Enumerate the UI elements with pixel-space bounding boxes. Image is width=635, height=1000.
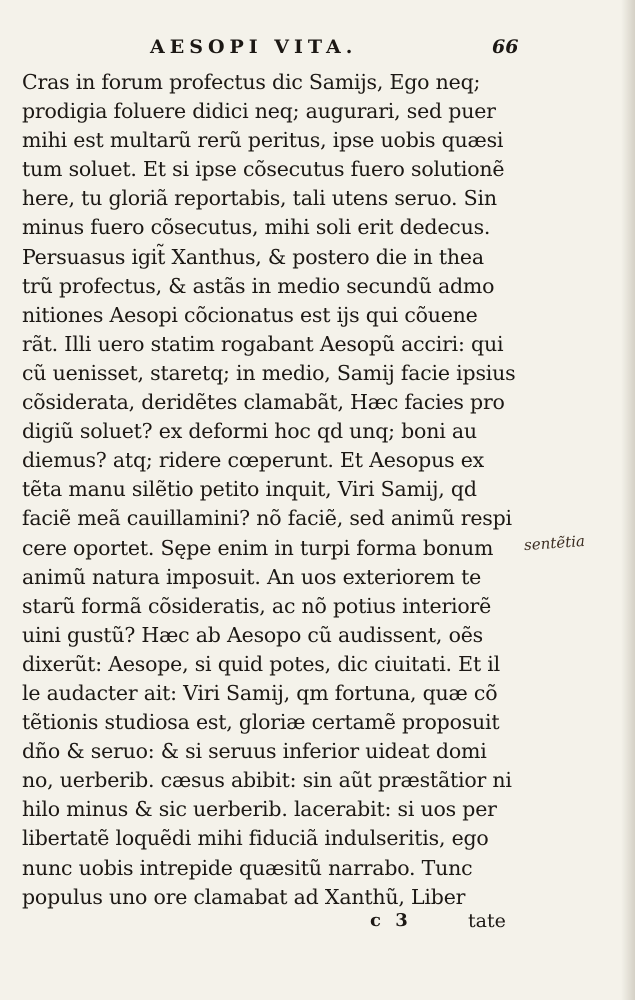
text-line: le audacter ait: Viri Samij, qm fortuna, quæ cõ — [22, 680, 498, 705]
text-line: tẽtionis studiosa est, gloriæ certamẽ proposuit — [22, 710, 500, 735]
catchword: tate — [468, 910, 506, 932]
text-line: dño & seruo: & si seruus inferior uideat domi — [22, 739, 487, 764]
text-line: tum soluet. Et si ipse cõsecutus fuero solutionẽ — [22, 157, 505, 182]
text-line: nunc uobis intrepide quæsitũ narrabo. Tunc — [22, 855, 473, 880]
text-line: starũ formã cõsideratis, ac nõ potius interiorẽ — [22, 593, 492, 618]
text-line: faciẽ meã cauillamini? nõ faciẽ, sed animũ respi — [22, 506, 512, 531]
page-edge-shadow — [621, 0, 635, 1000]
text-line: cũ uenisset, staretq; in medio, Samij facie ipsius — [22, 360, 516, 385]
text-line: prodigia foluere didici neq; augurari, sed puer — [22, 99, 496, 124]
text-line: tẽta manu silẽtio petito inquit, Viri Samij, qd — [22, 477, 477, 502]
text-line: here, tu gloriã reportabis, tali utens seruo. Sin — [22, 186, 497, 211]
text-line: dixerũt: Aesope, si quid potes, dic ciuitati. Et il — [22, 651, 501, 676]
text-line: minus fuero cõsecutus, mihi soli erit dedecus. — [22, 215, 491, 240]
text-line: trũ profectus, & astãs in medio secundũ admo — [22, 273, 495, 298]
page-number: 66 — [492, 36, 519, 58]
text-line: animũ natura imposuit. An uos exteriorem te — [22, 564, 482, 589]
text-line: populus uno ore clamabat ad Xanthũ, Liber — [22, 884, 466, 909]
text-line: uini gustũ? Hæc ab Aesopo cũ audissent, oẽs — [22, 622, 483, 647]
text-line: mihi est multarũ rerũ peritus, ipse uobis quæsi — [22, 128, 504, 153]
text-line: hilo minus & sic uerberib. lacerabit: si uos per — [22, 797, 497, 822]
page-footer — [0, 910, 635, 940]
body-text — [22, 68, 522, 912]
text-line: libertatẽ loquẽdi mihi fiduciã indulseritis, ego — [22, 826, 489, 851]
signature-mark: c 3 — [370, 910, 412, 931]
text-line: Cras in forum profectus dic Samijs, Ego neq; — [22, 70, 481, 94]
running-title: AESOPI VITA. — [150, 36, 358, 58]
handwritten-margin-note: sentẽtia — [523, 531, 586, 555]
text-line: rãt. Illi uero statim rogabant Aesopũ acciri: qui — [22, 331, 504, 356]
text-line: diemus? atq; ridere cœperunt. Et Aesopus ex — [22, 448, 484, 473]
text-line: no, uerberib. cæsus abibit: sin aũt præstãtior ni — [22, 768, 512, 793]
text-line: cõsiderata, deridẽtes clamabãt, Hæc facies pro — [22, 390, 505, 415]
text-line: cere oportet. Sępe enim in turpi forma bonum — [22, 535, 494, 560]
text-line: nitiones Aesopi cõcionatus est ijs qui cõuene — [22, 302, 478, 327]
page-header — [0, 36, 635, 66]
text-line: digiũ soluet? ex deformi hoc qd unq; boni au — [22, 419, 477, 444]
text-line: Persuasus igit̃ Xanthus, & postero die in thea — [22, 244, 484, 269]
